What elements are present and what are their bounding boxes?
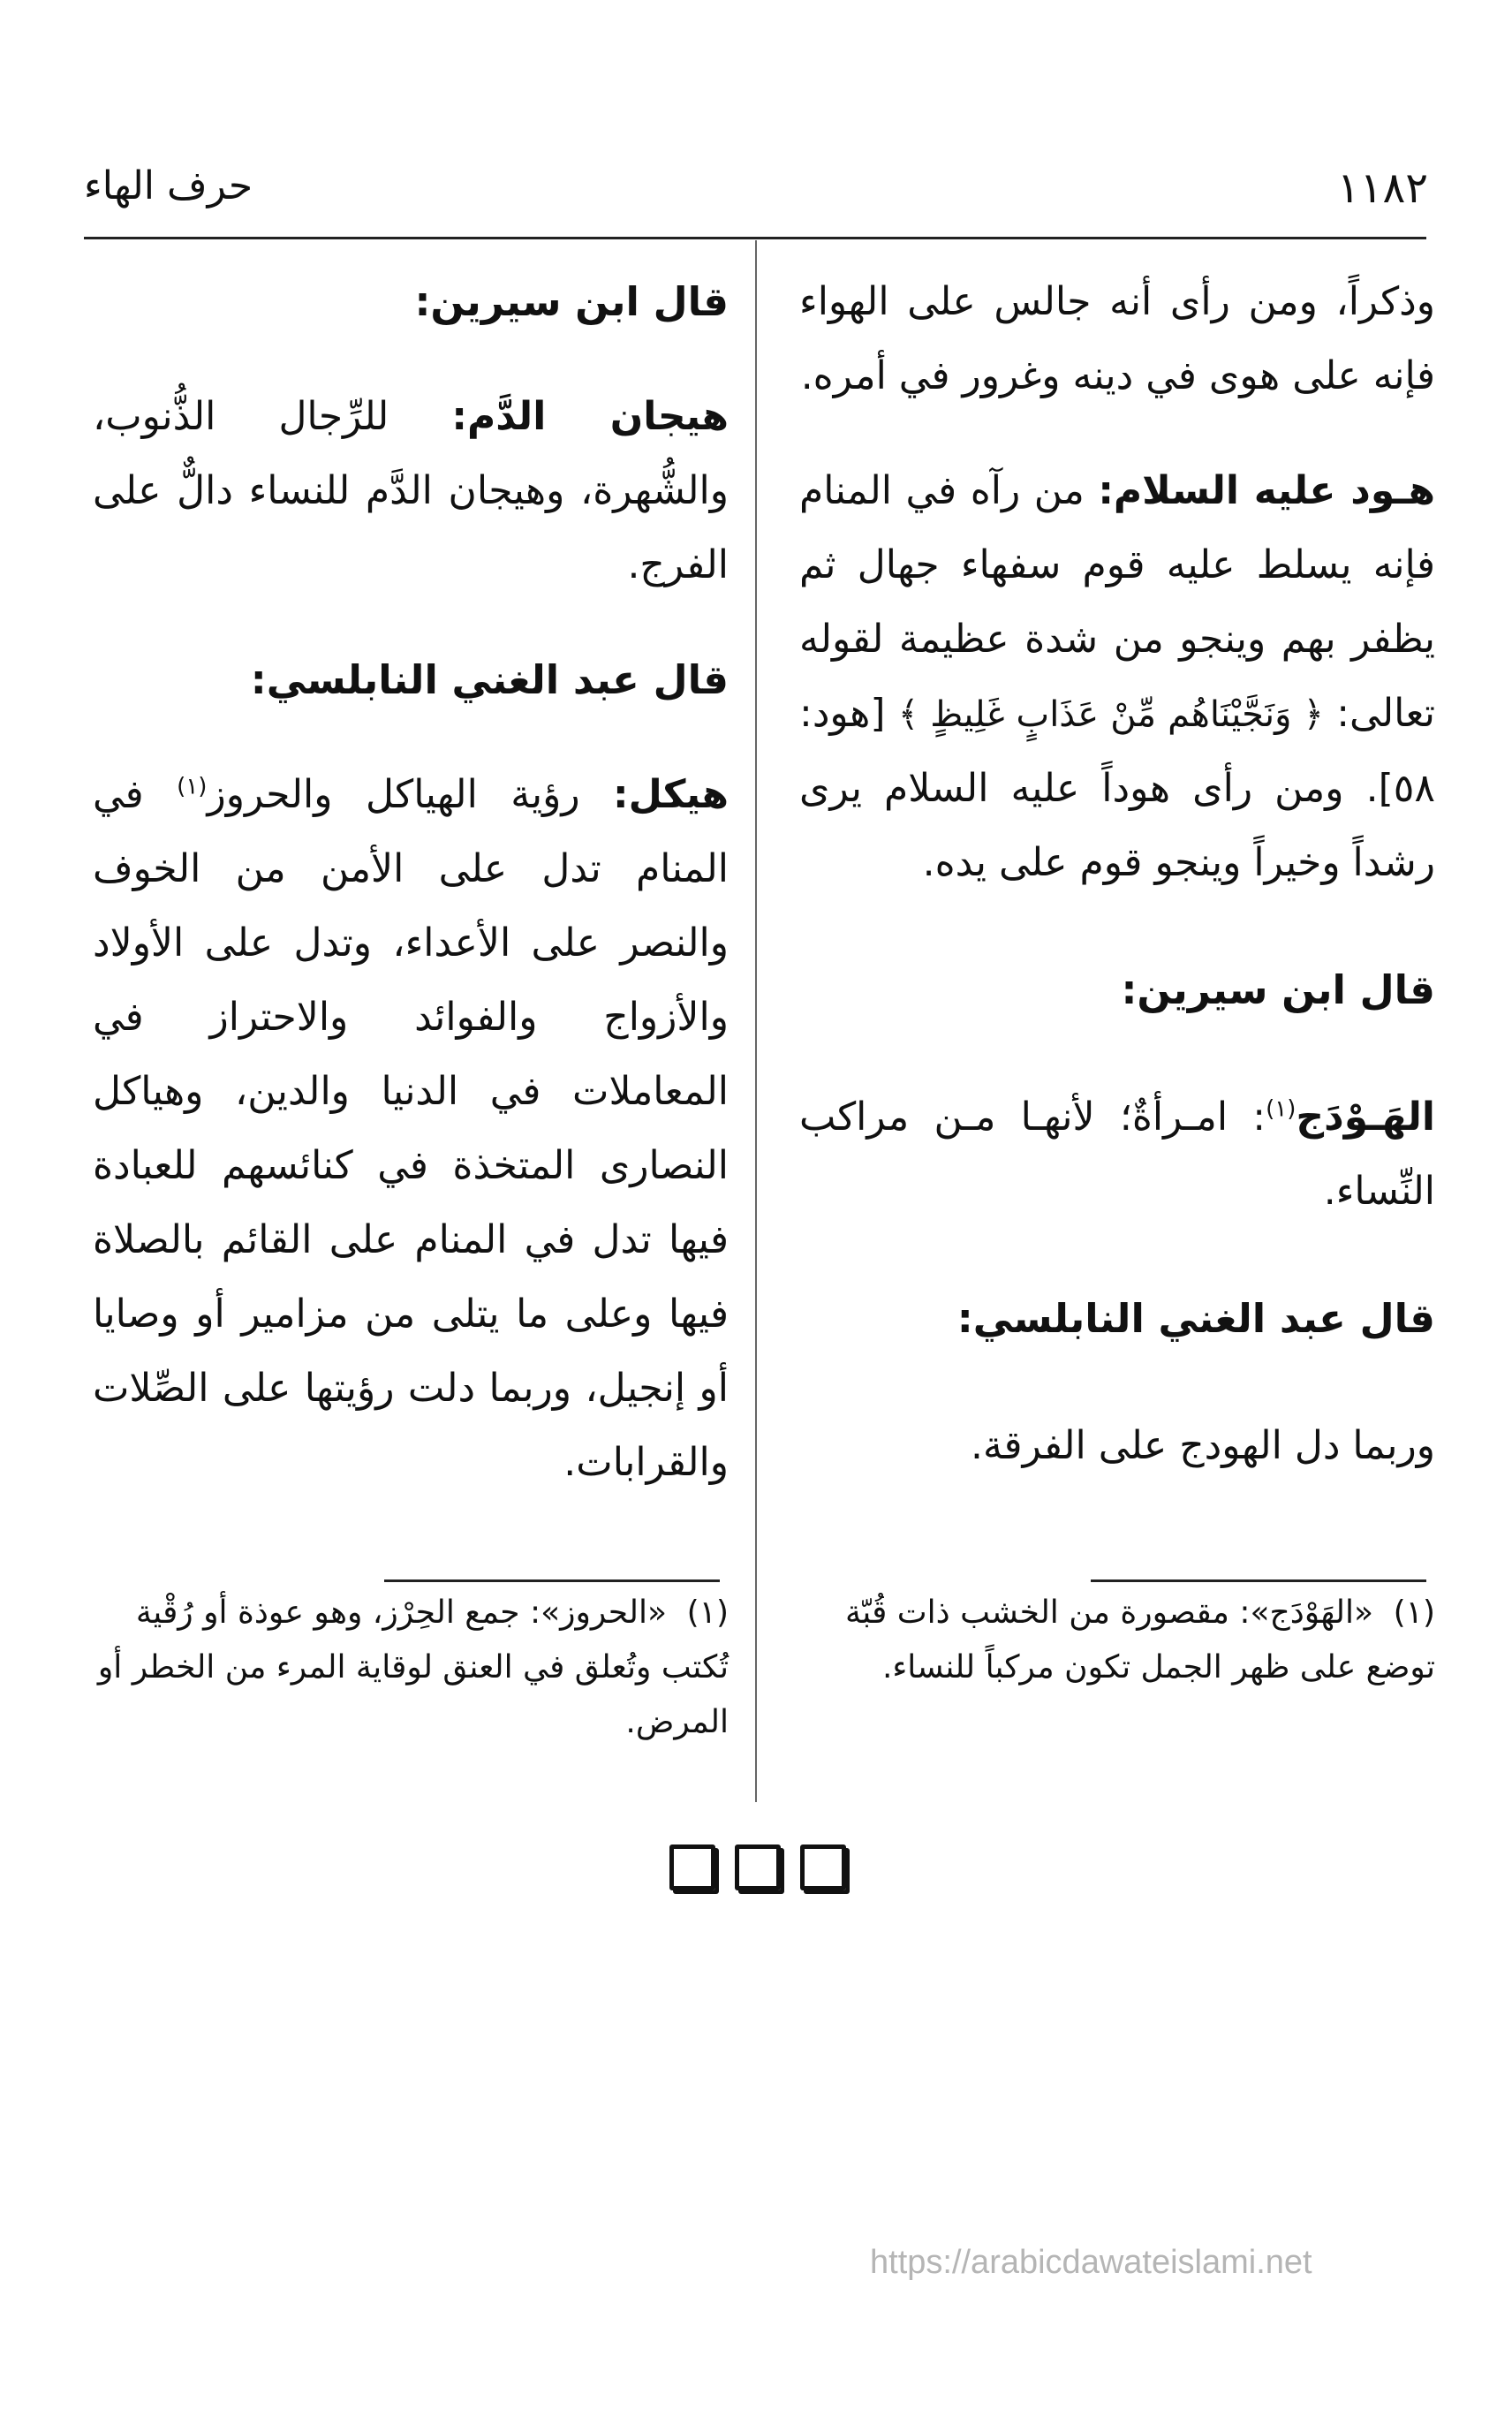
left-column [93, 265, 729, 1500]
right-column [799, 265, 1435, 1483]
entry-text: ومن رأى هوداً عليه السلام يرى رشداً وخيراً وينجو قوم على يده. [799, 766, 1435, 885]
entry-text: رؤية الهياكل والحروز [207, 772, 580, 817]
quran-verse: ﴿ وَنَجَّيْنَاهُم مِّنْ عَذَابٍ غَلِيظٍ ﴾ [897, 694, 1324, 735]
footnote-rule [384, 1579, 720, 1582]
section-heading: قال ابن سيرين: [414, 278, 729, 325]
footnote [93, 1586, 729, 1750]
entry-hayajan [93, 380, 729, 602]
entry-term: هيجان الدَّم: [451, 394, 729, 439]
entry-text: : امـرأةٌ؛ لأنهـا مـن مراكب النِّساء. [799, 1095, 1435, 1214]
entry-haykal [93, 758, 729, 1500]
column-divider [755, 240, 757, 1802]
entry-term: هيكل: [613, 772, 729, 817]
entry-term: هـود عليه السلام: [1098, 468, 1436, 513]
footnote-rule [1091, 1579, 1426, 1582]
square-ornament-icon [669, 1845, 715, 1890]
entry-term: الهَـوْدَج [1296, 1095, 1435, 1140]
entry-hud [799, 454, 1435, 900]
footnote-marker: (١) [177, 773, 208, 800]
entry-paragraph: وذكراً، ومن رأى أنه جالس على الهواء فإنه على هوى في دينه وغرور في أمره. [799, 279, 1435, 398]
page-number: ١١٨٢ [1336, 163, 1428, 213]
entry-hawdaj [799, 1080, 1435, 1229]
entry-paragraph: وربما دل الهودج على الفرقة. [970, 1423, 1435, 1468]
footnote [799, 1586, 1435, 1695]
square-ornament-icon [735, 1845, 781, 1890]
verse-reference: [هود: ٥٨]. [799, 691, 1435, 811]
watermark-url: https://arabicdawateislami.net [870, 2244, 1312, 2281]
square-ornament-icon [800, 1845, 846, 1890]
section-heading: قال ابن سيرين: [1121, 966, 1435, 1013]
entry-text: للرِّجال الذُّنوب، والشُّهرة، وهيجان الدَّم للنساء دالٌّ على الفرج. [93, 394, 729, 587]
footnote-marker: (١) [1266, 1095, 1297, 1123]
header-rule [84, 237, 1426, 239]
entry-text: في المنام تدل على الأمن من الخوف والنصر على الأعداء، وتدل على الأولاد والأزواج والفوائد والاحتراز في المعاملات في الدنيا والدين، وهياكل النصارى المتخذة في كنائسهم للعبادة فيها تدل في المنام على القائم بالصلاة فيها وعلى ما يتلى من مزامير أو وصايا أو إنجيل، وربما دلت رؤيتها على الصِّلات والقرابات. [93, 772, 729, 1485]
section-heading: قال عبد الغني النابلسي: [956, 1295, 1435, 1342]
running-header-title: حرف الهاء [84, 163, 253, 208]
entry-text: من رآه في المنام فإنه يسلط عليه قوم سفهاء جهال ثم يظفر بهم وينجو من شدة عظيمة لقوله تعالى: [799, 468, 1435, 736]
end-ornament [669, 1845, 864, 1890]
section-heading: قال عبد الغني النابلسي: [250, 656, 729, 703]
footnote-number: (١) [1393, 1595, 1435, 1631]
footnote-text: «الهَوْدَج»: مقصورة من الخشب ذات قُبّة توضع على ظهر الجمل تكون مركباً للنساء. [844, 1595, 1435, 1685]
footnote-number: (١) [686, 1595, 729, 1631]
footnote-text: «الحروز»: جمع الحِرْز، وهو عوذة أو رُقْية تُكتب وتُعلق في العنق لوقاية المرء من الخطر أو المرض. [97, 1595, 729, 1740]
